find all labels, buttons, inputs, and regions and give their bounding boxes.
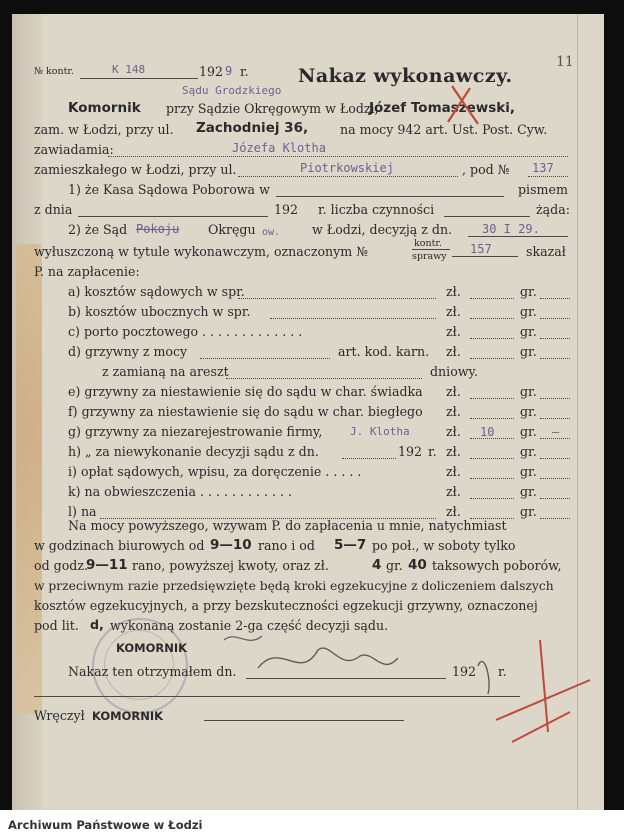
- body-line-3e: gr.: [386, 558, 403, 573]
- komornik-word: Komornik: [68, 100, 141, 116]
- p1-act-label: r. liczba czynności: [318, 202, 435, 217]
- delivered-komornik: KOMORNIK: [92, 709, 164, 723]
- p2-ow: ow.: [262, 227, 281, 238]
- corner-number: 11: [556, 54, 574, 70]
- case-no: 157: [470, 242, 492, 256]
- no-label: № kontr.: [34, 66, 74, 77]
- body-line-5: kosztów egzekucyjnych, a przy bezskuteczności egzekucji grzywny, oznaczonej: [34, 598, 538, 613]
- zl-label: zł.: [446, 504, 461, 519]
- charge-label: h) „ za niewykonanie decyzji sądu z dn.: [68, 444, 319, 459]
- letter-d: d,: [90, 617, 104, 632]
- gr-label: gr.: [520, 504, 537, 519]
- house-no-label: , pod №: [462, 162, 510, 177]
- charge-label: f) grzywny za niestawienie się do sądu w char. biegłego: [68, 404, 423, 419]
- body-line-3a: od godz.: [34, 558, 88, 573]
- charge-label: c) porto pocztowego . . . . . . . . . . . . .: [68, 324, 303, 339]
- address-label: zam. w Łodzi, przy ul.: [34, 122, 174, 137]
- year-prefix: 192: [199, 64, 224, 79]
- hours-1: 9—10: [210, 537, 252, 553]
- gr-label: gr.: [520, 484, 537, 499]
- body-line-2a: w godzinach biurowych od: [34, 538, 205, 553]
- bailiff-street: Zachodniej 36,: [196, 120, 309, 136]
- zl-label: zł.: [446, 424, 461, 439]
- charge-label: e) grzywny za niestawienie się do sądu w char. świadka: [68, 384, 423, 399]
- received-label: Nakaz ten otrzymałem dn.: [68, 664, 237, 679]
- addressee-name: Józefa Klotha: [232, 141, 326, 155]
- handwritten-date: [258, 648, 398, 668]
- gr-label: gr.: [520, 304, 537, 319]
- gr-label: gr.: [520, 404, 537, 419]
- zl-label: zł.: [446, 384, 461, 399]
- zl-value: 10: [480, 425, 495, 439]
- zl-label: zł.: [446, 404, 461, 419]
- gr-label: gr.: [520, 464, 537, 479]
- p2-text: 2) że Sąd: [68, 222, 128, 237]
- gr-label: gr.: [520, 344, 537, 359]
- body-line-4: w przeciwnym razie przedsięwzięte będą kroki egzekucyjne z doliczeniem dalszych: [34, 579, 554, 593]
- bailiff-name: Józef Tomaszewski,: [369, 100, 516, 116]
- p1-date-label: z dnia: [34, 202, 73, 217]
- gr-value: —: [552, 425, 560, 439]
- charge-label: k) na obwieszczenia . . . . . . . . . . . .: [68, 484, 293, 499]
- charge-label: z zamianą na areszt: [102, 364, 229, 379]
- gr-label: gr.: [520, 424, 537, 439]
- year-suffix: r.: [240, 64, 249, 79]
- court-line: przy Sądzie Okręgowym w Łodzi,: [166, 101, 379, 116]
- legal-basis: na mocy 942 art. Ust. Post. Cyw.: [340, 122, 548, 137]
- body-line-6c: wykonaną zostanie 2-ga część decyzji sądu.: [110, 618, 389, 633]
- hours-2: 5—7: [334, 537, 367, 553]
- p1-demands: żąda:: [536, 202, 570, 217]
- body-line-1: Na mocy powyższego, wzywam P. do zapłacenia u mnie, natychmiast: [68, 518, 507, 533]
- red-cross-mark: [448, 86, 478, 124]
- p2-okregu: Okręgu: [208, 222, 256, 237]
- charge-label: i) opłat sądowych, wpisu, za doręczenie . . . . .: [68, 464, 362, 479]
- court-stamp: Sądu Grodzkiego: [182, 84, 282, 97]
- body-line-3c: rano, powyższej kwoty, oraz zł.: [132, 558, 329, 573]
- received-year: 192: [452, 664, 477, 679]
- page-title: Nakaz wykonawczy.: [298, 65, 513, 87]
- body-line-2c: rano i od: [258, 538, 315, 553]
- body-line-3g: taksowych poborów,: [432, 558, 562, 573]
- zl-label: zł.: [446, 304, 461, 319]
- no-value: K 148: [112, 63, 146, 76]
- delivered-label: Wręczył: [34, 708, 85, 723]
- year-fill: 9: [225, 64, 233, 78]
- charge-label: a) kosztów sądowych w spr.: [68, 284, 245, 299]
- p1-letter: pismem: [518, 182, 568, 197]
- p2-title-line: wyłuszczoną w tytule wykonawczym, oznaczonym №: [34, 244, 369, 259]
- body-line-6a: pod lit.: [34, 618, 79, 633]
- charge-label: d) grzywny z mocy: [68, 344, 188, 359]
- fee-gr: 40: [408, 557, 427, 573]
- gr-label: gr.: [520, 384, 537, 399]
- body-line-2e: po poł., w soboty tylko: [372, 538, 516, 553]
- pencil-tick: [224, 636, 262, 640]
- addressee-street: Piotrkowskiej: [300, 161, 394, 175]
- notifies-label: zawiadamia:: [34, 142, 114, 157]
- p2-decision: w Łodzi, decyzją z dn.: [312, 222, 453, 237]
- red-signature-mark: [496, 640, 590, 742]
- charge-mid: 192: [398, 444, 423, 459]
- zl-label: zł.: [446, 464, 461, 479]
- p1-year: 192: [274, 202, 299, 217]
- gr-label: gr.: [520, 444, 537, 459]
- gr-label: gr.: [520, 284, 537, 299]
- charge-fill: J. Klotha: [350, 425, 410, 438]
- zl-label: zł.: [446, 484, 461, 499]
- p2-pokoju: Pokoju: [136, 222, 180, 236]
- kontr-label: kontr.: [414, 238, 442, 249]
- archive-footer: [0, 810, 624, 840]
- p2-date: 30 I 29.: [482, 222, 540, 236]
- hours-3: 9—11: [86, 557, 128, 573]
- charge-mid: art. kod. karn.: [338, 344, 430, 359]
- sprawy-label: sprawy: [412, 251, 447, 262]
- charge-label: l) na: [68, 504, 97, 519]
- komornik-signature-label: KOMORNIK: [116, 641, 188, 655]
- zl-label: zł.: [446, 444, 461, 459]
- sentenced: skazał: [526, 244, 566, 259]
- zl-label: zł.: [446, 284, 461, 299]
- p1-text: 1) że Kasa Sądowa Poborowa w: [68, 182, 270, 197]
- house-no: 137: [532, 161, 554, 175]
- zl-label: zł.: [446, 344, 461, 359]
- zl-label: zł.: [446, 324, 461, 339]
- fee-zl: 4: [372, 557, 382, 573]
- charge-mid2: r.: [428, 444, 437, 459]
- gr-label: gr.: [520, 324, 537, 339]
- payment-intro: P. na zapłacenie:: [34, 264, 140, 279]
- charge-mid: dniowy.: [430, 364, 479, 379]
- charge-label: g) grzywny za niezarejestrowanie firmy,: [68, 424, 323, 439]
- handwritten-year: [478, 661, 489, 694]
- charge-label: b) kosztów ubocznych w spr.: [68, 304, 251, 319]
- received-year-suffix: r.: [498, 664, 507, 679]
- residence-label: zamieszkałego w Łodzi, przy ul.: [34, 162, 237, 177]
- archive-name: Archiwum Państwowe w Łodzi: [8, 818, 203, 832]
